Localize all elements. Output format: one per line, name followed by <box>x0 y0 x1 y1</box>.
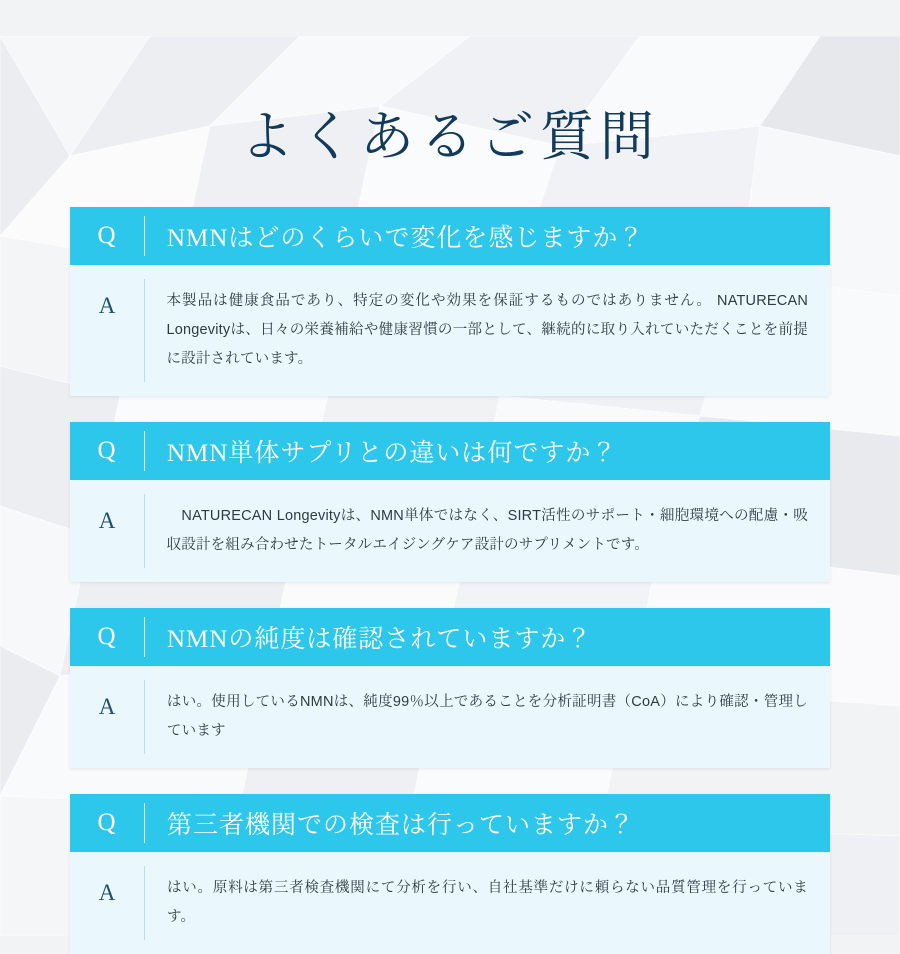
faq-question-row[interactable] <box>70 207 830 265</box>
question-badge: Q <box>70 437 144 465</box>
faq-page <box>0 36 900 936</box>
faq-question-row[interactable] <box>70 608 830 666</box>
faq-item[interactable] <box>70 608 830 768</box>
faq-answer-row <box>70 265 830 396</box>
faq-question-row[interactable] <box>70 422 830 480</box>
faq-item[interactable] <box>70 207 830 396</box>
answer-badge: A <box>70 265 144 319</box>
answer-badge: A <box>70 666 144 720</box>
page-title: よくあるご質問 <box>0 36 900 171</box>
faq-answer-text: 本製品は健康食品であり、特定の変化や効果を保証するものではありません。 NATURECAN Longevityは、日々の栄養補給や健康習慣の一部として、継続的に取り入れていただくことを前提に設計されています。 <box>144 265 830 396</box>
faq-question-row[interactable] <box>70 794 830 852</box>
faq-answer-text: はい。使用しているNMNは、純度99％以上であることを分析証明書（CoA）により確認・管理しています <box>145 666 830 768</box>
faq-question-text: NMNはどのくらいで変化を感じますか？ <box>145 218 660 254</box>
answer-badge: A <box>70 852 144 906</box>
answer-badge: A <box>70 480 144 534</box>
faq-question-text: NMNの純度は確認されていますか？ <box>145 619 608 655</box>
faq-question-text: 第三者機関での検査は行っていますか？ <box>145 805 651 841</box>
faq-answer-row <box>70 666 830 768</box>
faq-question-text: NMN単体サプリとの違いは何ですか？ <box>145 433 633 469</box>
faq-list <box>70 207 830 954</box>
question-badge: Q <box>70 623 144 651</box>
question-badge: Q <box>70 809 144 837</box>
question-badge: Q <box>70 222 144 250</box>
faq-item[interactable] <box>70 794 830 954</box>
faq-answer-text: はい。原料は第三者検査機関にて分析を行い、自社基準だけに頼らない品質管理を行っています。 <box>145 852 830 954</box>
faq-answer-text: NATURECAN Longevityは、NMN単体ではなく、SIRT活性のサポート・細胞環境への配慮・吸収設計を組み合わせたトータルエイジングケア設計のサプリメントです。 <box>145 480 830 582</box>
faq-item[interactable] <box>70 422 830 582</box>
faq-answer-row <box>70 852 830 954</box>
faq-answer-row <box>70 480 830 582</box>
